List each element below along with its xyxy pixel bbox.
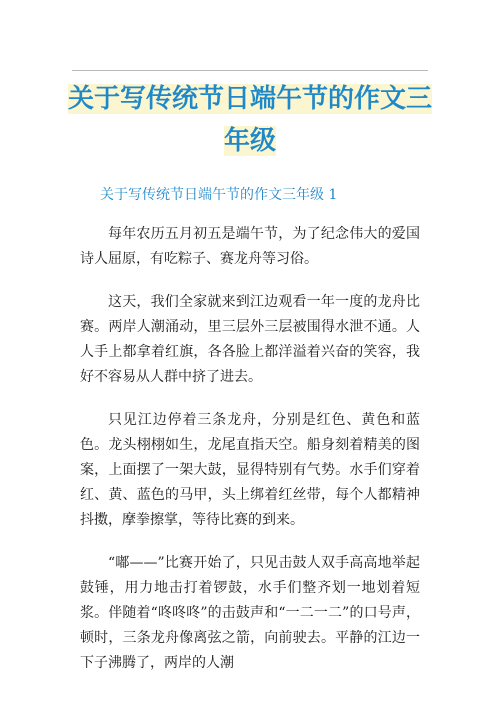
article-body <box>80 222 420 694</box>
paragraph-2: 这天，我们全家就来到江边观看一年一度的龙舟比赛。两岸人潮涌动，里三层外三层被围得水泄不通。人人手上都拿着红旗，各各脸上都洋溢着兴奋的笑容，我好不容易从人群中挤了进去。 <box>80 294 420 385</box>
page-title-text: 关于写传统节日端午节的作文三年级 <box>67 84 432 156</box>
section-heading: 关于写传统节日端午节的作文三年级 1 <box>100 187 338 203</box>
paragraph-1: 每年农历五月初五是端午节，为了纪念伟大的爱国诗人屈原，有吃粽子、赛龙舟等习俗。 <box>80 226 420 267</box>
paragraph-3: 只见江边停着三条龙舟，分别是红色、黄色和蓝色。龙头栩栩如生，龙尾直指天空。船身刻着精美的图案，上面摆了一架大鼓，显得特别有气势。水手们穿着红、黄、蓝色的马甲，头上绑着红丝带，每个人都精神抖擞，摩拳擦掌，等待比赛的到来。 <box>80 412 420 528</box>
top-divider <box>72 70 428 71</box>
paragraph-4: “嘟——”比赛开始了，只见击鼓人双手高高地举起鼓锤，用力地击打着锣鼓，水手们整齐划一地划着短浆。伴随着“咚咚咚”的击鼓声和“一二一二”的口号声，顿时，三条龙舟像离弦之箭，向前驶去。平静的江边一下子沸腾了，两岸的人潮 <box>80 555 420 671</box>
page-title <box>60 78 440 162</box>
